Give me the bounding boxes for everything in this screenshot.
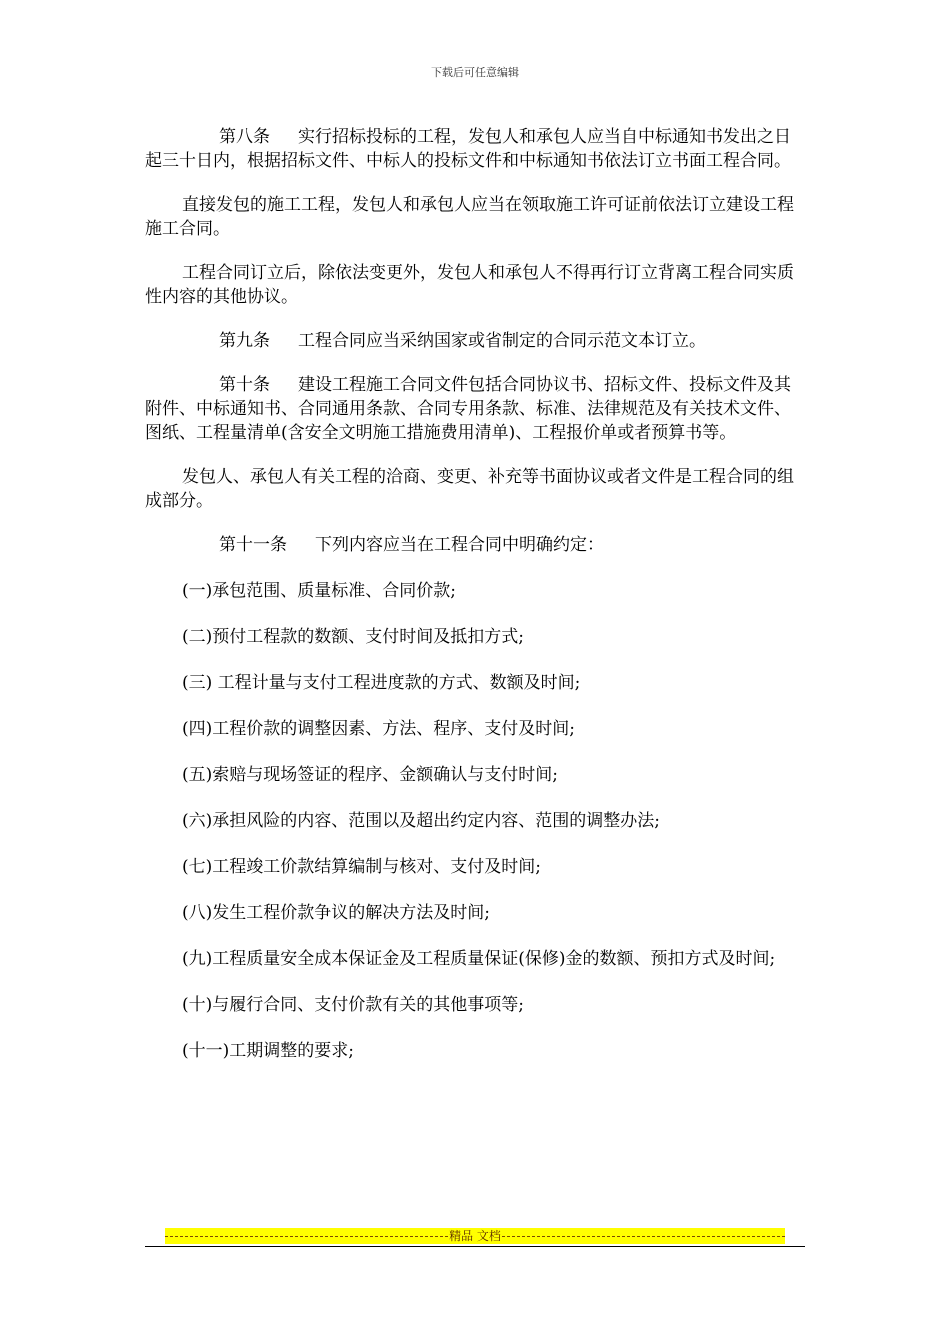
- article-text: 建设工程施工合同文件包括合同协议书、招标文件、投标文件及其附件、中标通知书、合同通用条款、合同专用条款、标准、法律规范及有关技术文件、图纸、工程量清单(含安全文明施工措施费用清单)、工程报价单或者预算书等。: [145, 375, 791, 443]
- document-body: [145, 125, 805, 1085]
- article-10-paragraph: [145, 373, 805, 445]
- paragraph-text: 发包人、承包人有关工程的洽商、变更、补充等书面协议或者文件是工程合同的组成部分。: [145, 467, 794, 511]
- footer-banner: [165, 1228, 785, 1244]
- list-item: (一)承包范围、质量标准、合同价款;: [182, 581, 456, 601]
- contract-components-paragraph: [145, 465, 805, 513]
- direct-contract-paragraph: [145, 193, 805, 241]
- list-item: (九)工程质量安全成本保证金及工程质量保证(保修)金的数额、预扣方式及时间;: [182, 949, 776, 969]
- list-item: (六)承担风险的内容、范围以及超出约定内容、范围的调整办法;: [182, 811, 660, 831]
- article-number: 第八条: [219, 127, 270, 147]
- list-item: (八)发生工程价款争议的解决方法及时间;: [182, 903, 490, 923]
- article-number: 第十一条: [219, 535, 287, 555]
- paragraph-text: 工程合同订立后，除依法变更外，发包人和承包人不得再行订立背离工程合同实质性内容的其他协议。: [145, 263, 794, 307]
- list-item: (三) 工程计量与支付工程进度款的方式、数额及时间;: [182, 673, 581, 693]
- footer-label: 精品 文档: [449, 1229, 501, 1243]
- paragraph-text: 直接发包的施工工程，发包人和承包人应当在领取施工许可证前依法订立建设工程施工合同。: [145, 195, 794, 239]
- article-8-paragraph: [145, 125, 805, 173]
- footer-dash-right: [502, 1236, 785, 1237]
- article-9-paragraph: [145, 329, 805, 353]
- article-text: 工程合同应当采纳国家或省制定的合同示范文本订立。: [298, 331, 706, 351]
- article-number: 第十条: [219, 375, 270, 395]
- footer-rule: [145, 1246, 805, 1247]
- list-item: (四)工程价款的调整因素、方法、程序、支付及时间;: [182, 719, 575, 739]
- list-item: (七)工程竣工价款结算编制与核对、支付及时间;: [182, 857, 541, 877]
- list-item: (五)索赔与现场签证的程序、金额确认与支付时间;: [182, 765, 558, 785]
- list-item: (十)与履行合同、支付价款有关的其他事项等;: [182, 995, 524, 1015]
- article-text: 下列内容应当在工程合同中明确约定：: [315, 535, 604, 555]
- article-number: 第九条: [219, 331, 270, 351]
- list-item: (十一)工期调整的要求;: [182, 1041, 354, 1061]
- footer-dash-left: [165, 1236, 448, 1237]
- page-header-note: 下载后可任意编辑: [431, 66, 519, 79]
- article-11-paragraph: [145, 533, 805, 557]
- article-text: 实行招标投标的工程，发包人和承包人应当自中标通知书发出之日起三十日内，根据招标文件、中标人的投标文件和中标通知书依法订立书面工程合同。: [145, 127, 791, 171]
- no-side-agreement-paragraph: [145, 261, 805, 309]
- list-item: (二)预付工程款的数额、支付时间及抵扣方式;: [182, 627, 524, 647]
